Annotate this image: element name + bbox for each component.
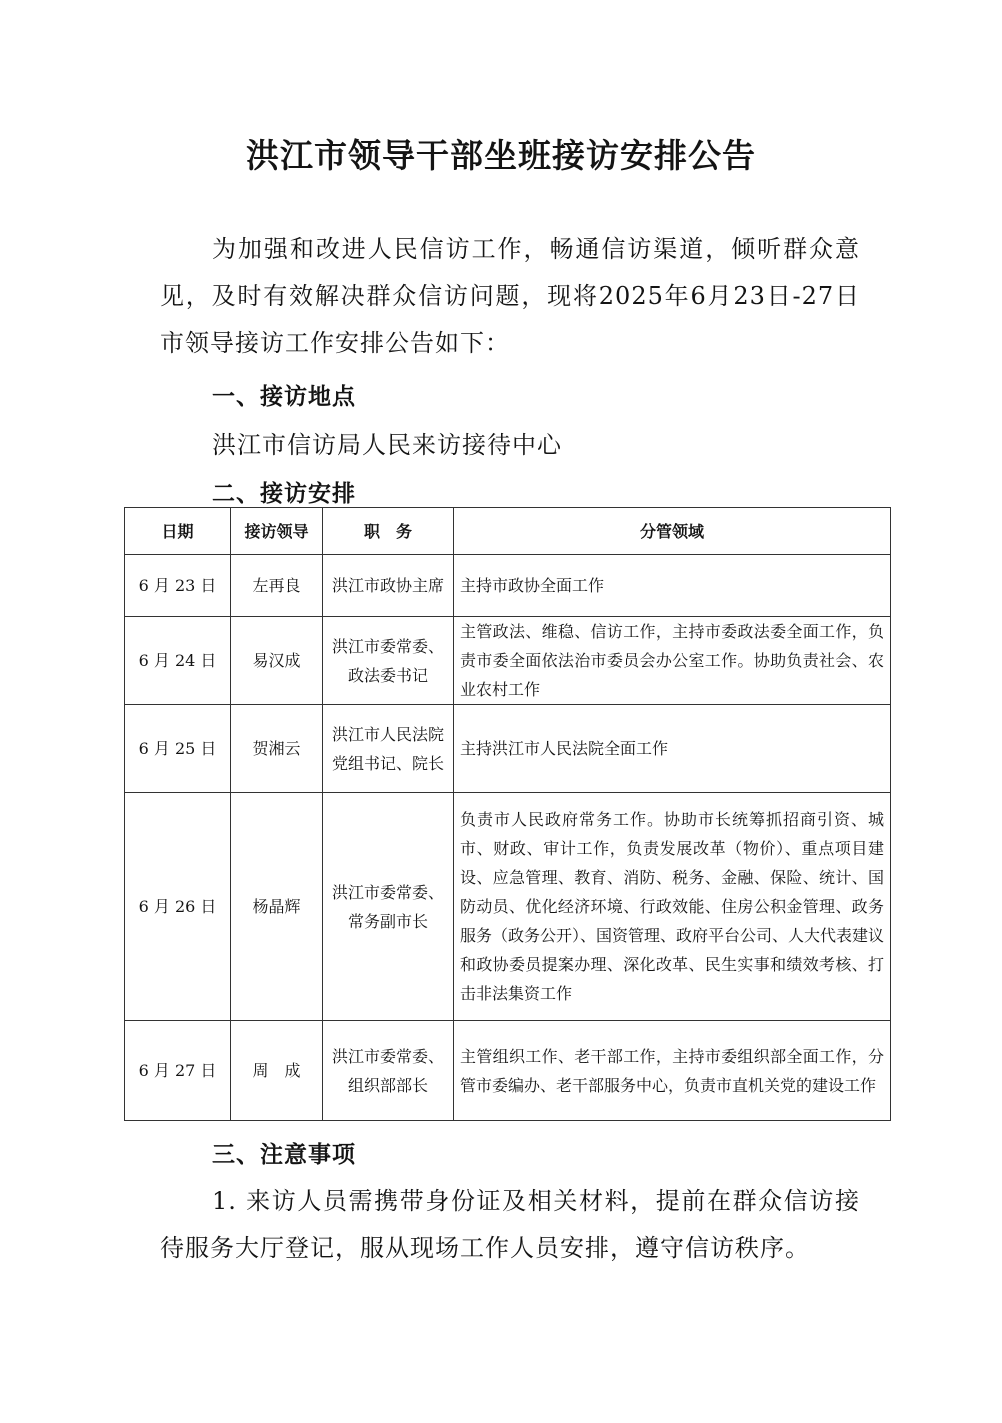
row-position: 洪江市委常委、组织部部长 <box>323 1021 454 1121</box>
row-date: 6 月 25 日 <box>125 705 231 793</box>
row-leader: 左再良 <box>231 555 323 617</box>
row-date: 6 月 23 日 <box>125 555 231 617</box>
row-area: 负责市人民政府常务工作。协助市长统筹抓招商引资、城市、财政、审计工作，负责发展改革（物价）、重点项目建设、应急管理、教育、消防、税务、金融、保险、统计、国防动员、优化经济环境、行政效能、住房公积金管理、政务服务（政务公开）、国资管理、政府平台公司、人大代表建议和政协委员提案办理、深化改革、民生实事和绩效考核、打击非法集资工作 <box>454 793 891 1021</box>
schedule-table <box>124 507 891 1121</box>
intro-paragraph: 为加强和改进人民信访工作，畅通信访渠道，倾听群众意见，及时有效解决群众信访问题，现将2025年6月23日-27日市领导接访工作安排公告如下： <box>160 235 860 357</box>
table-row <box>125 793 891 1021</box>
row-leader: 易汉成 <box>231 617 323 705</box>
row-date: 6 月 27 日 <box>125 1021 231 1121</box>
row-area: 主持市政协全面工作 <box>454 555 891 617</box>
row-area: 主管政法、维稳、信访工作，主持市委政法委全面工作，负责市委全面依法治市委员会办公室工作。协助负责社会、农业农村工作 <box>454 617 891 705</box>
section-heading-notes: 三、注意事项 <box>212 1142 356 1168</box>
row-leader: 杨晶辉 <box>231 793 323 1021</box>
section-heading-location: 一、接访地点 <box>212 384 356 410</box>
header-leader: 接访领导 <box>231 508 323 555</box>
header-area: 分管领域 <box>454 508 891 555</box>
header-date: 日期 <box>125 508 231 555</box>
row-position: 洪江市政协主席 <box>323 555 454 617</box>
row-area: 主管组织工作、老干部工作，主持市委组织部全面工作，分管市委编办、老干部服务中心，负责市直机关党的建设工作 <box>454 1021 891 1121</box>
table-row <box>125 555 891 617</box>
row-date: 6 月 26 日 <box>125 793 231 1021</box>
row-position: 洪江市人民法院党组书记、院长 <box>323 705 454 793</box>
table-row <box>125 1021 891 1121</box>
row-leader: 周 成 <box>231 1021 323 1121</box>
section-heading-schedule: 二、接访安排 <box>212 481 356 507</box>
table-header-row <box>125 508 891 555</box>
row-position: 洪江市委常委、政法委书记 <box>323 617 454 705</box>
header-position: 职 务 <box>323 508 454 555</box>
row-position: 洪江市委常委、常务副市长 <box>323 793 454 1021</box>
note-paragraph: 1. 来访人员需携带身份证及相关材料，提前在群众信访接待服务大厅登记，服从现场工作人员安排，遵守信访秩序。 <box>160 1187 860 1262</box>
row-date: 6 月 24 日 <box>125 617 231 705</box>
page-title: 洪江市领导干部坐班接访安排公告 <box>246 136 756 175</box>
reception-location: 洪江市信访局人民来访接待中心 <box>212 431 562 459</box>
table-row <box>125 617 891 705</box>
table-row <box>125 705 891 793</box>
row-leader: 贺湘云 <box>231 705 323 793</box>
row-area: 主持洪江市人民法院全面工作 <box>454 705 891 793</box>
